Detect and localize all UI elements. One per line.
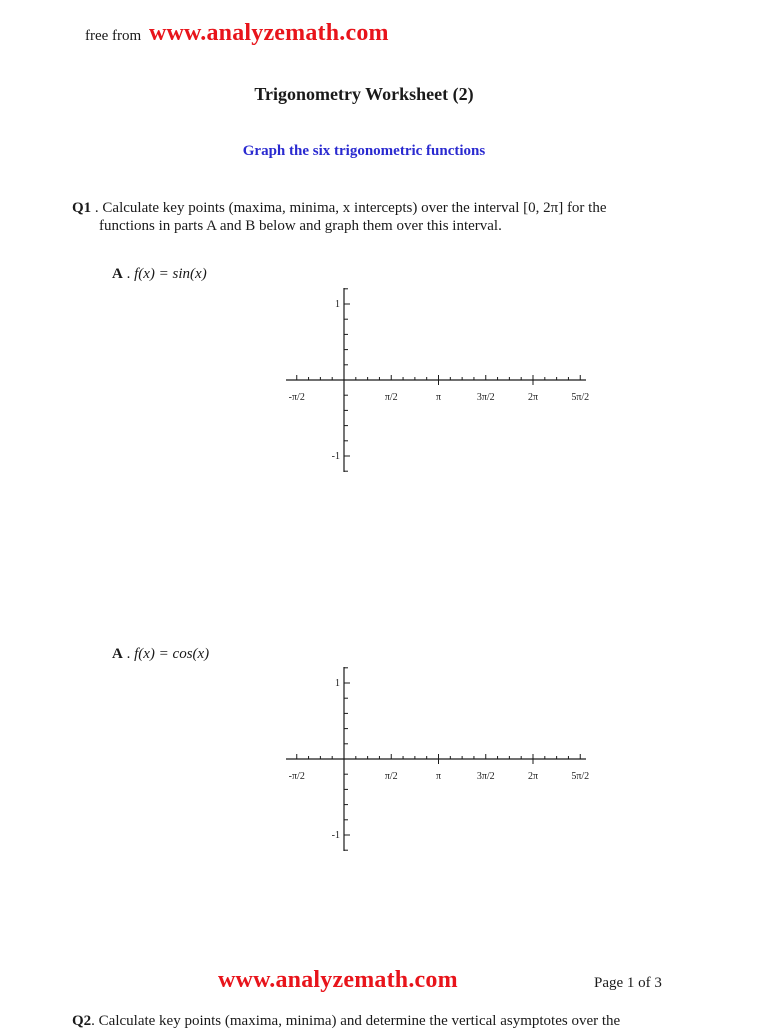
x-tick-label: 2π — [527, 392, 539, 403]
header-site-link[interactable]: www.analyzemath.com — [148, 20, 389, 46]
y-label-top: 1 — [335, 678, 340, 689]
part-a-sin — [112, 266, 207, 283]
page-title: Trigonometry Worksheet (2) — [254, 84, 474, 104]
part-letter: A — [112, 266, 123, 282]
header-attribution — [85, 20, 389, 47]
x-tick-label: π — [435, 392, 442, 403]
x-tick-label: 3π/2 — [476, 771, 495, 782]
x-tick-label: 5π/2 — [571, 392, 590, 403]
y-label-bottom: -1 — [331, 830, 340, 841]
question-2-text: . Calculate key points (maxima, minima) and determine the vertical asymptotes over the — [91, 1013, 621, 1029]
x-tick-label: π — [435, 771, 442, 782]
question-1 — [72, 199, 666, 235]
x-tick-label: 5π/2 — [571, 771, 590, 782]
question-2-cut — [72, 1013, 620, 1030]
question-1-text-line2: functions in parts A and B below and graph them over this interval. — [99, 218, 502, 234]
part-function: f(x) = sin(x) — [134, 266, 207, 282]
graph-sin — [0, 286, 768, 476]
part-function: f(x) = cos(x) — [134, 646, 210, 662]
x-tick-label: π/2 — [384, 771, 398, 782]
question-1-text-line1: . Calculate key points (maxima, minima, x intercepts) over the interval [0, 2π] for the — [94, 200, 607, 216]
x-tick-label: π/2 — [384, 392, 398, 403]
part-separator: . — [122, 266, 135, 282]
page-number: Page 1 of 3 — [594, 975, 662, 991]
x-tick-label: 2π — [527, 771, 539, 782]
footer-site-link[interactable]: www.analyzemath.com — [218, 967, 458, 993]
part-letter: A — [112, 646, 123, 662]
x-tick-label: -π/2 — [288, 392, 305, 403]
page-subtitle: Graph the six trigonometric functions — [242, 143, 486, 159]
y-label-bottom: -1 — [331, 451, 340, 462]
y-label-top: 1 — [335, 299, 340, 310]
x-tick-label: 3π/2 — [476, 392, 495, 403]
part-a-cos — [112, 646, 209, 663]
x-tick-label: -π/2 — [288, 771, 305, 782]
free-from-text: free from — [85, 28, 142, 44]
question-1-number: Q1 — [72, 200, 92, 216]
part-separator: . — [122, 646, 135, 662]
question-2-number: Q2 — [72, 1013, 92, 1029]
graph-cos — [0, 665, 768, 855]
